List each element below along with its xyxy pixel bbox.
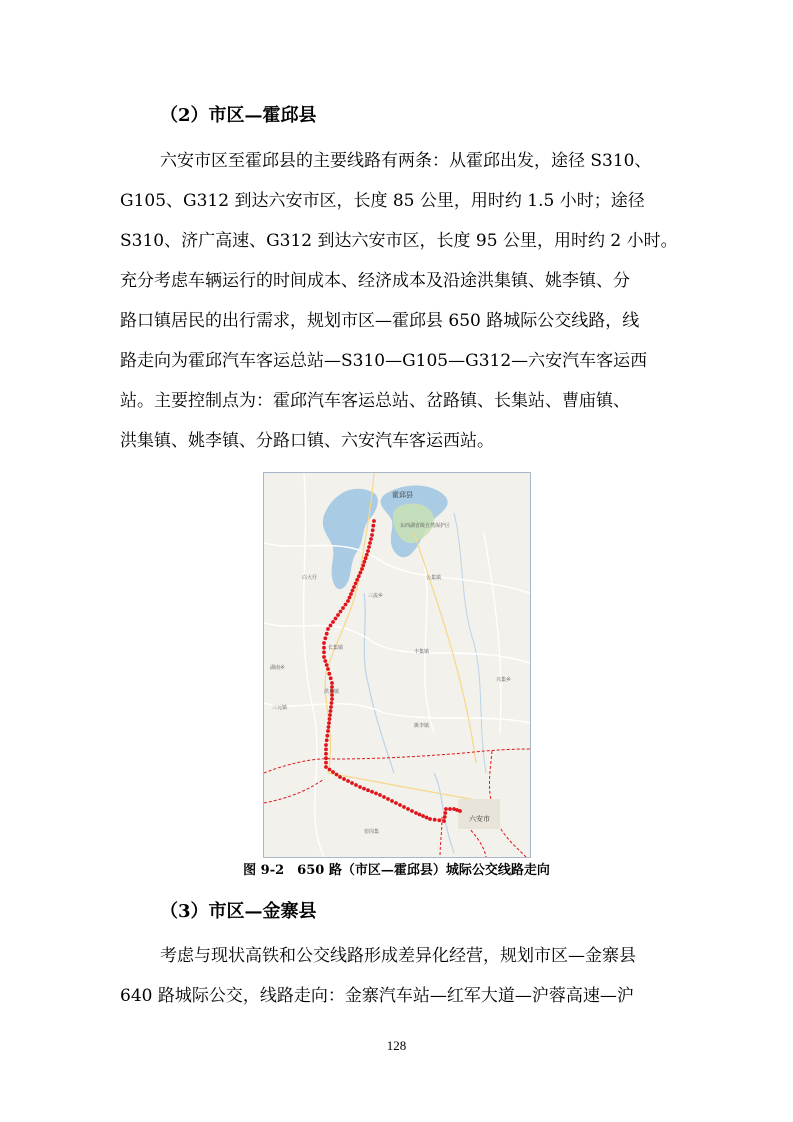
- route-dot: [354, 783, 358, 787]
- route-dot: [443, 811, 447, 815]
- route-dot: [370, 790, 374, 794]
- route-dot: [322, 646, 326, 650]
- route-dot: [448, 807, 452, 811]
- route-dot: [324, 743, 328, 747]
- paragraph-line: 充分考虑车辆运行的时间成本、经济成本及沿途洪集镇、姚李镇、分: [120, 271, 630, 291]
- label-sanliu: 三流乡: [368, 593, 384, 599]
- route-dot: [341, 606, 345, 610]
- route-dot: [359, 571, 363, 575]
- route-dot: [428, 817, 432, 821]
- route-dot: [326, 627, 330, 631]
- route-dot: [327, 725, 331, 729]
- route-dot: [326, 729, 330, 733]
- route-dot: [402, 805, 406, 809]
- route-dot: [368, 541, 372, 545]
- route-dot: [330, 701, 334, 705]
- route-dot: [369, 537, 373, 541]
- route-dot: [363, 560, 367, 564]
- paragraph-line: 考虑与现状高铁和公交线路形成差异化经营，规划市区—金寨县: [160, 946, 636, 966]
- route-dot: [331, 770, 335, 774]
- route-dot: [325, 734, 329, 738]
- route-dot: [358, 785, 362, 789]
- label-gongji: 公集镇: [426, 575, 442, 581]
- figure-caption: 图 9-2 650 路（市区—霍邱县）城际公交线路走向: [243, 863, 550, 878]
- route-dot: [327, 672, 331, 676]
- route-dot: [433, 818, 437, 822]
- route-dot: [322, 655, 326, 659]
- route-dot: [437, 818, 441, 822]
- route-dot: [398, 803, 402, 807]
- label-hunan: 湖南乡: [270, 665, 286, 671]
- route-dot: [349, 592, 353, 596]
- label-reserve: 东西湖省级自然保护区: [400, 523, 451, 529]
- route-dot: [365, 553, 369, 557]
- route-dot: [346, 779, 350, 783]
- route-dot: [334, 617, 338, 621]
- label-luan: 六安市: [469, 815, 490, 823]
- route-dot: [425, 816, 429, 820]
- route-dot: [357, 574, 361, 578]
- label-sanyuan: 三元镇: [272, 705, 288, 711]
- route-dot: [328, 768, 332, 772]
- route-dot: [335, 773, 339, 777]
- paragraph-line: 路走向为霍邱汽车客运总站—S310—G105—G312—六安汽车客运西: [120, 351, 648, 371]
- route-dot: [370, 533, 374, 537]
- route-dot: [394, 801, 398, 805]
- route-dot: [362, 787, 366, 791]
- route-dot: [406, 807, 410, 811]
- route-dot: [322, 641, 326, 645]
- route-dot: [414, 811, 418, 815]
- route-dot: [325, 632, 329, 636]
- paragraph-line: 640 路城际公交，线路走向：金寨汽车站—红军大道—沪蓉高速—沪: [120, 986, 634, 1006]
- route-dot: [378, 793, 382, 797]
- route-dot: [325, 738, 329, 742]
- label-hongji: 洪集镇: [324, 689, 340, 695]
- route-dot: [348, 596, 352, 600]
- route-dot: [324, 756, 328, 760]
- route-dot: [372, 519, 376, 523]
- label-zhangji: 长集镇: [328, 645, 344, 651]
- route-dot: [338, 775, 342, 779]
- route-dot: [336, 613, 340, 617]
- route-dot: [328, 713, 332, 717]
- route-dot: [323, 659, 327, 663]
- route-dot: [442, 819, 446, 823]
- paragraph-line: S310、济广高速、G312 到达六安市区，长度 95 公里，用时约 2 小时。: [120, 231, 678, 251]
- route-dot: [410, 809, 414, 813]
- route-dot: [331, 620, 335, 624]
- route-dot: [339, 610, 343, 614]
- route-dot: [366, 549, 370, 553]
- route-dot: [328, 717, 332, 721]
- route-dot: [330, 681, 334, 685]
- route-dot: [361, 564, 365, 568]
- route-dot: [329, 705, 333, 709]
- route-dot: [421, 814, 425, 818]
- route-dot: [324, 748, 328, 752]
- route-dot: [386, 797, 390, 801]
- route-dot: [326, 667, 330, 671]
- route-dot: [346, 599, 350, 603]
- route-dot: [371, 524, 375, 528]
- city-area: [458, 799, 500, 829]
- route-dot: [330, 697, 334, 701]
- route-dot: [342, 777, 346, 781]
- route-map: [264, 473, 530, 857]
- paragraph-line: 站。主要控制点为：霍邱汽车客运总站、岔路镇、长集站、曹庙镇、: [120, 391, 630, 411]
- label-feng: 丰集镇: [414, 649, 430, 655]
- route-dot: [324, 761, 328, 765]
- route-dot: [329, 624, 333, 628]
- route-dot: [390, 799, 394, 803]
- page-number: 128: [386, 1038, 407, 1053]
- route-dot: [364, 556, 368, 560]
- route-dot: [374, 792, 378, 796]
- route-dot: [351, 589, 355, 593]
- route-dot: [325, 663, 329, 667]
- route-dot: [458, 809, 462, 813]
- route-dot: [324, 752, 328, 756]
- route-dot: [367, 545, 371, 549]
- route-dot: [352, 585, 356, 589]
- route-dot: [443, 815, 447, 819]
- route-dot: [324, 765, 328, 769]
- section-heading-huoqiu: （2）市区—霍邱县: [160, 105, 317, 126]
- route-dot: [322, 650, 326, 654]
- route-dot: [418, 813, 422, 817]
- route-dot: [354, 582, 358, 586]
- label-yaogang: 窑岗集: [364, 829, 380, 835]
- route-dot: [329, 676, 333, 680]
- paragraph-line: 六安市区至霍邱县的主要线路有两条：从霍邱出发，途径 S310、: [160, 151, 652, 171]
- route-dot: [350, 781, 354, 785]
- route-dot: [327, 721, 331, 725]
- route-dot: [366, 788, 370, 792]
- label-baidawei: 白大圩: [302, 575, 318, 581]
- route-dot: [355, 578, 359, 582]
- route-dot: [444, 807, 448, 811]
- route-dot: [323, 636, 327, 640]
- route-dot: [329, 709, 333, 713]
- paragraph-line: 洪集镇、姚李镇、分路口镇、六安汽车客运西站。: [120, 431, 494, 451]
- label-xingji: 兴集乡: [496, 677, 512, 683]
- route-dot: [360, 567, 364, 571]
- paragraph-line: G105、G312 到达六安市区，长度 85 公里，用时约 1.5 小时；途径: [120, 191, 645, 211]
- label-huoqiu: 霍邱县: [392, 491, 413, 499]
- label-yaoli: 姚李镇: [414, 723, 430, 729]
- route-map-figure: [263, 472, 531, 858]
- paragraph-line: 路口镇居民的出行需求，规划市区—霍邱县 650 路城际公交线路，线: [120, 311, 640, 331]
- route-dot: [344, 603, 348, 607]
- route-dot: [371, 528, 375, 532]
- section-heading-jinzhai: （3）市区—金寨县: [160, 901, 317, 922]
- route-dot: [382, 795, 386, 799]
